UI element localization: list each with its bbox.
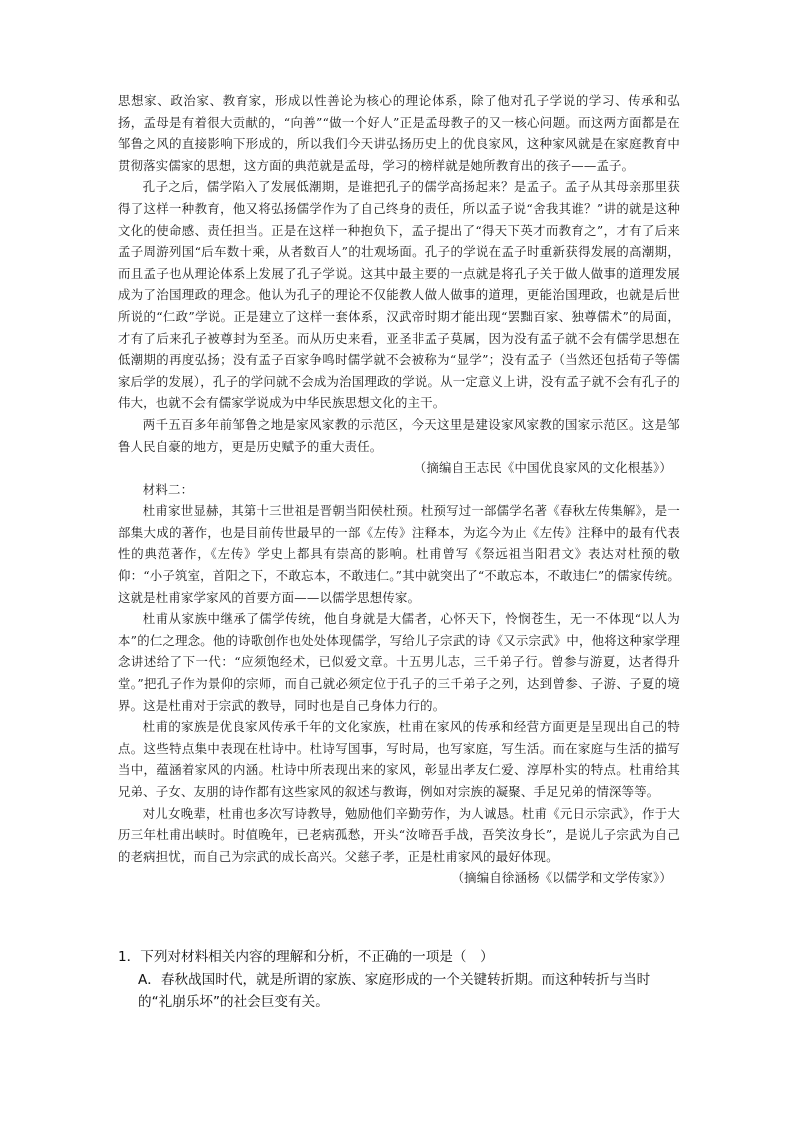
source-citation-1: （摘编自王志民《中国优良家风的文化根基》） — [413, 460, 672, 476]
option-a-line-2: 的“礼崩乐坏”的社会巨变有关。 — [138, 994, 329, 1010]
paragraph-dufu-inheritance: 杜甫从家族中继承了儒学传统，他自身就是大儒者，心怀天下，怜悯苍生，无一不体现“以人为本”的仁之理念。他的诗歌创作也处处体现儒学，写给儿子宗武的诗《又示宗武》中，他将这种家学理念讲述给了下一代：“应须饱经术，已似爱文章。十五男儿志，三千弟子行。曾参与游夏，达者得升堂。”把孔子作为景仰的宗师，而自己就必须定位于孔子的三千弟子之列，达到曾参、子游、子夏的境界。这是杜甫对于宗武的教导，同时也是自己身体力行的。 — [118, 611, 680, 713]
material-2-label: 材料二： — [142, 481, 194, 497]
source-citation-2: （摘编自徐涵杨《以儒学和文学传家》） — [451, 870, 672, 886]
reading-material — [118, 90, 680, 889]
paragraph-dufu-children: 对儿女晚辈，杜甫也多次写诗教导，勉励他们辛勤劳作，为人诚恳。杜甫《元日示宗武》，作于大历三年杜甫出峡时。时值晚年，已老病孤愁，开头“汝啼吾手战，吾笑汝身长”，是说儿子宗武为自己的老病担忧，而自己为宗武的成长高兴。父慈子孝，正是杜甫家风的最好体现。 — [118, 805, 680, 864]
paragraph-dufu-traits: 杜甫的家族是优良家风传承千年的文化家族，杜甫在家风的传承和经营方面更是呈现出自己的特点。这些特点集中表现在杜诗中。杜诗写国事，写时局，也写家庭，写生活。而在家庭与生活的描写当中，蕴涵着家风的内涵。杜诗中所表现出来的家风，彰显出孝友仁爱、淳厚朴实的特点。杜甫给其兄弟、子女、友朋的诗作都有这些家风的叙述与教诲，例如对宗族的凝聚、手足兄弟的情深等等。 — [118, 719, 680, 799]
question-1 — [118, 946, 680, 1014]
paragraph-zoulu: 两千五百多年前邹鲁之地是家风家教的示范区，今天这里是建设家风家教的国家示范区。这是邹鲁人民自豪的地方，更是历史赋予的重大责任。 — [118, 416, 680, 454]
option-a-line-1: A．春秋战国时代，就是所谓的家族、家庭形成的一个关键转折期。而这种转折与当时 — [138, 971, 651, 988]
question-stem: 1．下列对材料相关内容的理解和分析，不正确的一项是（ ） — [118, 949, 494, 965]
paragraph-mencius: 孔子之后，儒学陷入了发展低潮期，是谁把孔子的儒学高扬起来？是孟子。孟子从其母亲那里获得了这样一种教育，他又将弘扬儒学作为了自己终身的责任，所以孟子说“舍我其谁？”讲的就是这种文化的使命感、责任担当。正是在这样一种抱负下，孟子提出了“得天下英才而教育之”，才有了后来孟子周游列国“后车数十乘，从者数百人”的壮观场面。孔子的学说在孟子时重新获得发展的高潮期，而且孟子也从理论体系上发展了孔子学说。这其中最主要的一点就是将孔子关于做人做事的道理发展成为了治国理政的理念。他认为孔子的理论不仅能教人做人做事的道理，更能治国理政，也就是后世所说的“仁政”学说。正是建立了这样一套体系，汉武帝时期才能出现“罢黜百家、独尊儒术”的局面，才有了后来孔子被尊封为至圣。而从历史来看，亚圣非孟子莫属，因为没有孟子就不会有儒学思想在低潮期的再度弘扬；没有孟子百家争鸣时儒学就不会被称为“显学”；没有孟子（当然还包括荀子等儒家后学的发展），孔子的学问就不会成为治国理政的学说。从一定意义上讲，没有孟子就不会有孔子的伟大，也就不会有儒家学说成为中华民族思想文化的主干。 — [118, 179, 680, 411]
paragraph-continuation: 思想家、政治家、教育家，形成以性善论为核心的理论体系，除了他对孔子学说的学习、传承和弘扬，孟母是有着很大贡献的，“向善”“做一个好人”正是孟母教子的又一核心问题。而这两方面都是在邹鲁之风的直接影响下形成的，所以我们今天讲弘扬历史上的优良家风，这种家风就是在家庭教育中贯彻落实儒家的思想，这方面的典范就是孟母，学习的榜样就是她所教育出的孩子——孟子。 — [118, 93, 680, 173]
paragraph-dufu-family: 杜甫家世显赫，其第十三世祖是晋朝当阳侯杜预。杜预写过一部儒学名著《春秋左传集解》，是一部集大成的著作，也是目前传世最早的一部《左传》注释本，为迄今为止《左传》注释中的最有代表性的典范著作，《左传》学史上都具有崇高的影响。杜甫曾写《祭远祖当阳君文》表达对杜预的敬仰：“小子筑室，首阳之下，不敢忘本，不敢违仁。”其中就突出了“不敢忘本，不敢违仁”的儒家传统。这就是杜甫家学家风的首要方面——以儒学思想传家。 — [118, 503, 680, 605]
